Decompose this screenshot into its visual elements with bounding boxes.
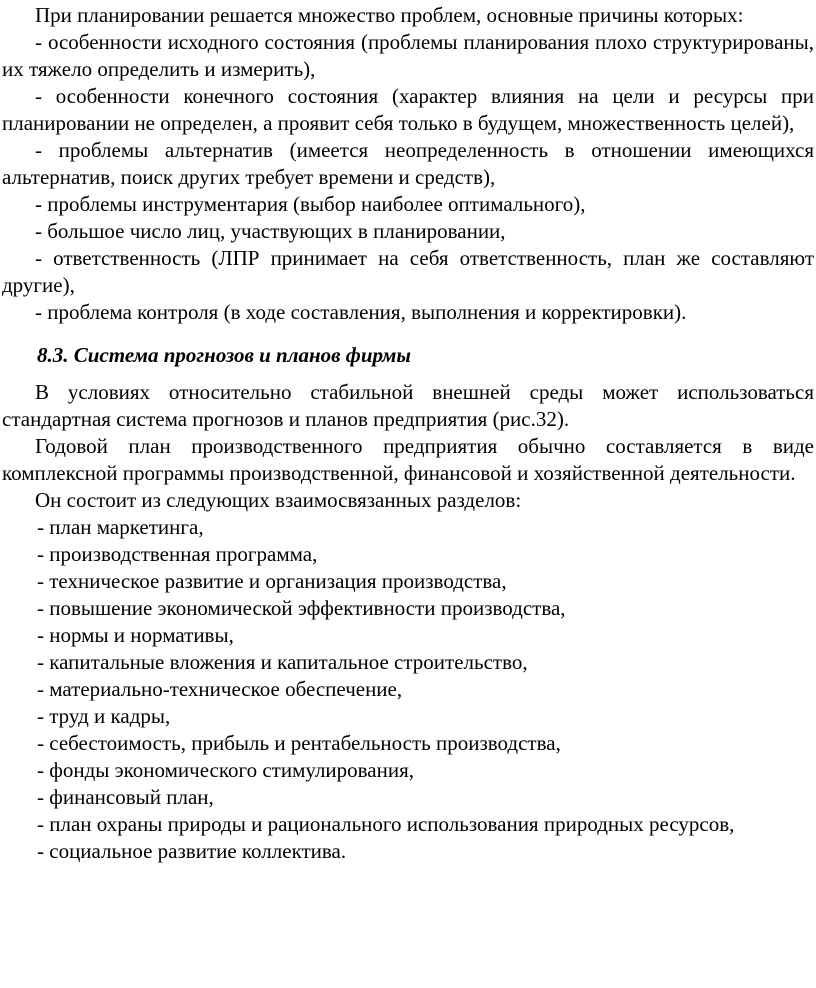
plan-section-item: - производственная программа, [37, 542, 318, 566]
plan-section-item: - себестоимость, прибыль и рентабельность производства, [37, 731, 561, 755]
problem-item: - ответственность (ЛПР принимает на себя ответственность, план же составляют другие), [2, 246, 814, 297]
problem-item: - проблемы альтернатив (имеется неопределенность в отношении имеющихся альтернатив, поиск других требует времени и средств), [2, 138, 814, 189]
problem-item: - большое число лиц, участвующих в планировании, [35, 219, 506, 243]
plan-section-item: - социальное развитие коллектива. [37, 839, 347, 863]
plan-section-item: - материально-техническое обеспечение, [37, 677, 403, 701]
problem-item: - особенности конечного состояния (характер влияния на цели и ресурсы при планировании не определен, а проявит себя только в будущем, множественность целей), [2, 84, 814, 135]
spacer [2, 326, 814, 342]
section-heading: 8.3. Система прогнозов и планов фирмы [37, 343, 411, 367]
intro-paragraph: При планировании решается множество проблем, основные причины которых: [35, 3, 744, 27]
plan-section-item: - нормы и нормативы, [37, 623, 234, 647]
body-paragraph: Он состоит из следующих взаимосвязанных разделов: [35, 488, 522, 512]
plan-section-item: - фонды экономического стимулирования, [37, 758, 415, 782]
plan-section-item: - финансовый план, [37, 785, 214, 809]
body-paragraph: В условиях относительно стабильной внешней среды может использоваться стандартная система прогнозов и планов предприятия (рис.32). [2, 380, 814, 431]
plan-section-item: - план охраны природы и рационального использования природных ресурсов, [37, 812, 735, 836]
plan-section-item: - труд и кадры, [37, 704, 171, 728]
problem-item: - проблемы инструментария (выбор наиболее оптимального), [35, 192, 586, 216]
plan-section-item: - повышение экономической эффективности производства, [37, 596, 566, 620]
spacer [2, 369, 814, 379]
problem-item: - особенности исходного состояния (проблемы планирования плохо структурированы, их тяжело определить и измерить), [2, 30, 814, 81]
body-paragraph: Годовой план производственного предприятия обычно составляется в виде комплексной программы производственной, финансовой и хозяйственной деятельности. [2, 434, 814, 485]
plan-section-item: - план маркетинга, [37, 515, 204, 539]
plan-section-item: - капитальные вложения и капитальное строительство, [37, 650, 528, 674]
problem-item: - проблема контроля (в ходе составления, выполнения и корректировки). [35, 300, 687, 324]
plan-section-item: - техническое развитие и организация производства, [37, 569, 507, 593]
